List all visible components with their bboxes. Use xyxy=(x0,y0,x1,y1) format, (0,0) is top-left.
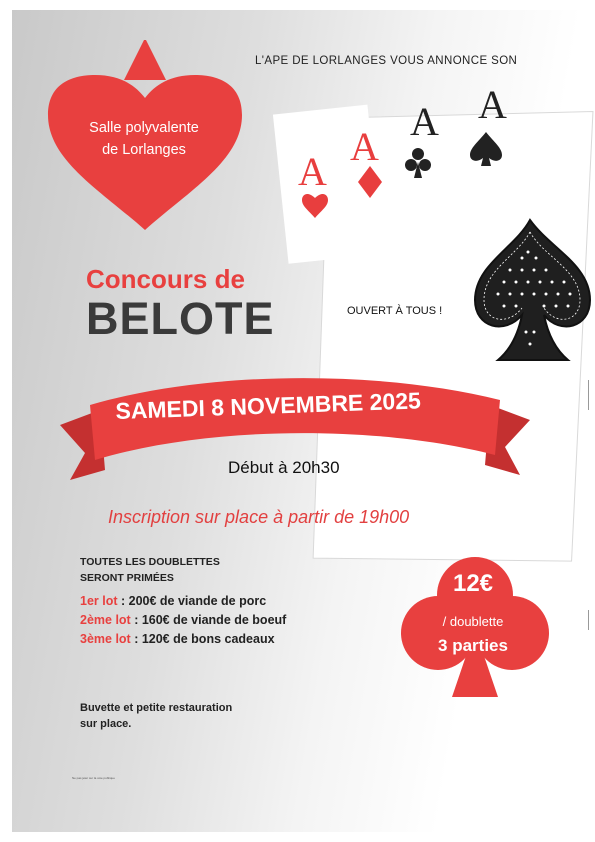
prize-lot-3 xyxy=(80,632,275,646)
title-belote: BELOTE xyxy=(86,293,275,344)
card-rank-a-clubs: A xyxy=(410,99,439,144)
refreshments xyxy=(80,700,232,732)
venue-line2: de Lorlanges xyxy=(102,142,186,158)
card-rank-a-spades: A xyxy=(478,82,507,127)
card-rank-a-hearts: A xyxy=(298,149,327,194)
venue-line1: Salle polyvalente xyxy=(89,120,199,136)
venue-text xyxy=(55,117,233,161)
lot-label: 3ème lot xyxy=(80,632,131,646)
card-rank-a-diamonds: A xyxy=(350,124,379,169)
lot-text: : 160€ de viande de boeuf xyxy=(130,613,287,627)
price-per: / doublette xyxy=(442,614,504,629)
lot-label: 2ème lot xyxy=(80,613,131,627)
lot-text: : 200€ de viande de porc xyxy=(117,594,267,608)
refreshments-line1: Buvette et petite restauration xyxy=(80,702,233,714)
lot-label: 1er lot xyxy=(80,594,118,608)
lot-text: : 120€ de bons cadeaux xyxy=(130,632,275,646)
price-parties: 3 parties xyxy=(438,636,508,655)
footnote: Ne pas jeter sur la voie publique xyxy=(72,776,115,780)
registration-info: Inscription sur place à partir de 19h00 xyxy=(108,507,410,527)
start-time: Début à 20h30 xyxy=(228,458,340,477)
event-date: SAMEDI 8 NOVEMBRE 2025 xyxy=(115,387,422,424)
prizes-intro-line2: SERONT PRIMÉES xyxy=(80,572,174,584)
announcement: L'APE DE LORLANGES VOUS ANNONCE SON xyxy=(255,55,518,67)
scan-edge-mark xyxy=(588,610,589,630)
prizes-intro-line1: TOUTES LES DOUBLETTES xyxy=(80,556,220,568)
open-to-all: OUVERT À TOUS ! xyxy=(347,305,443,317)
title-concours: Concours de xyxy=(86,264,245,294)
playing-cards-illustration xyxy=(260,70,595,580)
refreshments-line2: sur place. xyxy=(80,718,132,730)
prize-lot-1 xyxy=(80,594,266,608)
price-amount: 12€ xyxy=(452,570,494,597)
prize-lot-2 xyxy=(80,613,286,627)
prizes-intro xyxy=(80,554,220,586)
